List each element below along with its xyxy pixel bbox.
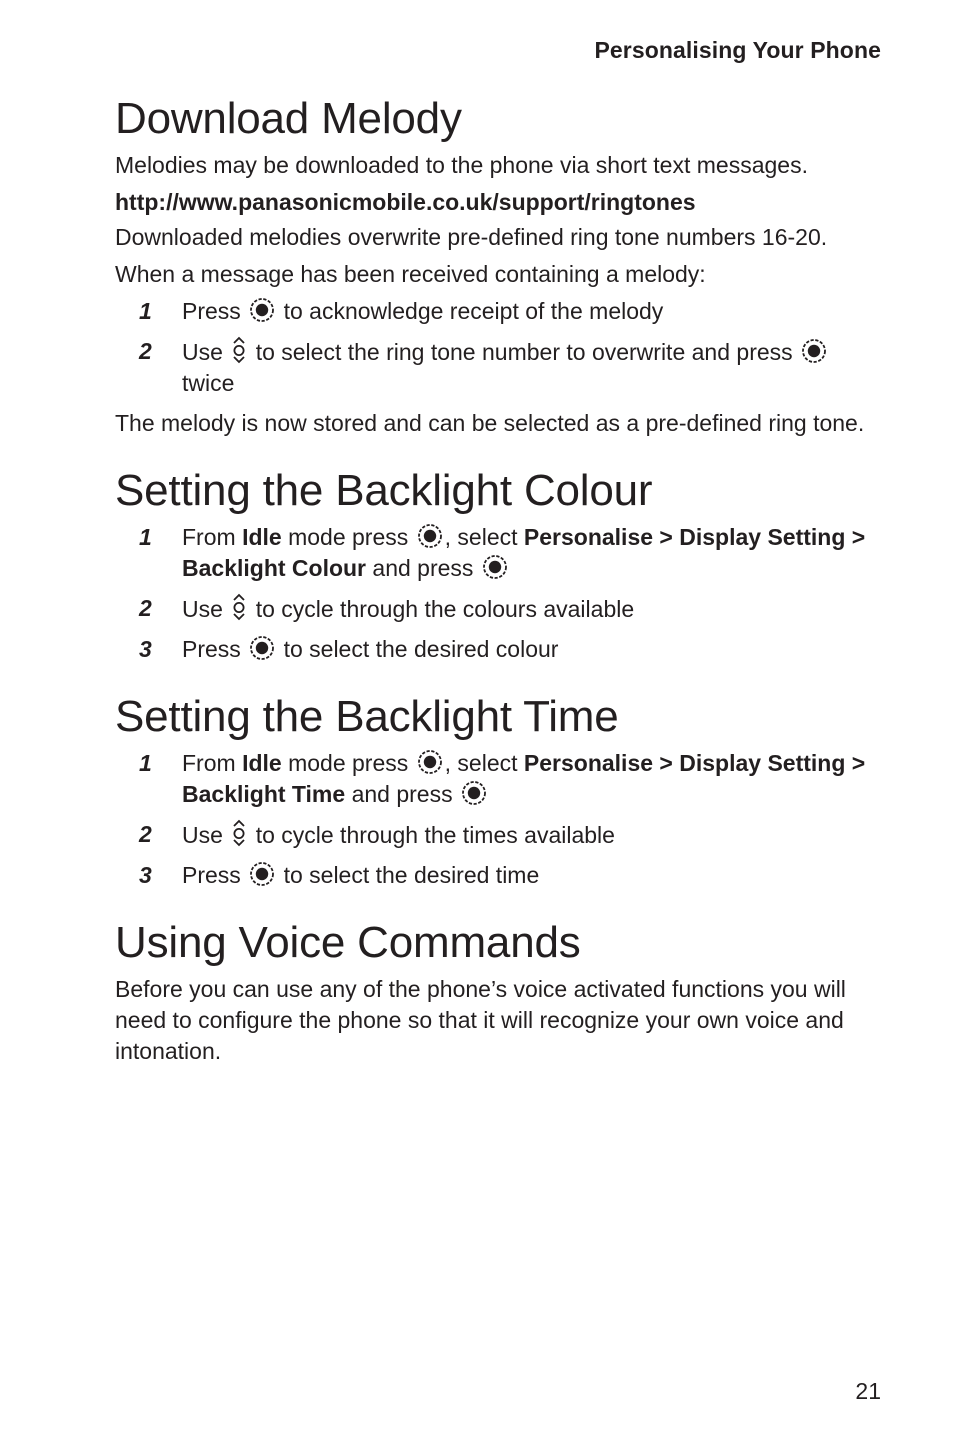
select-key-icon xyxy=(417,523,443,549)
step-text: to select the ring tone number to overwrite and press xyxy=(255,339,793,365)
section-download-melody xyxy=(115,92,885,439)
step-number: 2 xyxy=(139,595,152,621)
step-text: to select the desired time xyxy=(283,862,540,888)
step-bold: Idle xyxy=(242,750,282,776)
navigation-key-icon xyxy=(231,336,247,364)
steps-list xyxy=(115,748,885,891)
step-text: Use xyxy=(182,596,223,622)
paragraph: Downloaded melodies overwrite pre-defined ring tone numbers 16-20. xyxy=(115,224,828,250)
section-voice-commands xyxy=(115,916,885,1067)
step-text: to select the desired colour xyxy=(283,636,559,662)
steps-list xyxy=(115,522,885,665)
step-text: to acknowledge receipt of the melody xyxy=(283,298,664,324)
step-text: mode press xyxy=(288,524,409,550)
section-title: Setting the Backlight Colour xyxy=(115,466,653,515)
step-text: From xyxy=(182,524,236,550)
step-text: twice xyxy=(182,370,235,396)
step-number: 1 xyxy=(139,750,152,776)
section-title: Using Voice Commands xyxy=(115,918,581,967)
page-header: Personalising Your Phone xyxy=(594,37,881,63)
select-key-icon xyxy=(482,554,508,580)
step-number: 3 xyxy=(139,862,152,888)
step-number: 1 xyxy=(139,524,152,550)
step-text: to cycle through the times available xyxy=(255,822,615,848)
step-item xyxy=(115,748,885,810)
step-text: Press xyxy=(182,636,241,662)
step-text: , select xyxy=(444,524,518,550)
step-item xyxy=(115,819,885,851)
step-number: 2 xyxy=(139,338,152,364)
step-item xyxy=(115,860,885,891)
step-text: and press xyxy=(372,555,474,581)
step-item xyxy=(115,336,885,399)
steps-list xyxy=(115,296,885,399)
navigation-key-icon xyxy=(231,593,247,621)
page-number: 21 xyxy=(855,1378,881,1404)
step-text: Press xyxy=(182,862,241,888)
paragraph: Before you can use any of the phone’s voice activated functions you will need to configure the phone so that it will recognize your own voice and intonation. xyxy=(115,976,846,1064)
select-key-icon xyxy=(249,861,275,887)
step-bold: Idle xyxy=(242,524,282,550)
section-backlight-colour xyxy=(115,464,885,665)
paragraph: The melody is now stored and can be selected as a pre-defined ring tone. xyxy=(115,410,865,436)
step-number: 1 xyxy=(139,298,152,324)
menu-path: Personalise > Display Setting > Backlight Colour xyxy=(182,524,866,581)
select-key-icon xyxy=(801,338,827,364)
step-number: 3 xyxy=(139,636,152,662)
step-text: and press xyxy=(351,781,453,807)
step-text: Use xyxy=(182,822,223,848)
select-key-icon xyxy=(249,635,275,661)
step-item xyxy=(115,593,885,625)
section-title: Download Melody xyxy=(115,94,462,143)
navigation-key-icon xyxy=(231,819,247,847)
page-content xyxy=(115,92,885,1092)
step-text: From xyxy=(182,750,236,776)
step-text: Use xyxy=(182,339,223,365)
support-url: http://www.panasonicmobile.co.uk/support/ringtones xyxy=(115,189,696,215)
paragraph: Melodies may be downloaded to the phone via short text messages. xyxy=(115,152,808,178)
select-key-icon xyxy=(461,780,487,806)
step-text: Press xyxy=(182,298,241,324)
step-text: to cycle through the colours available xyxy=(255,596,635,622)
step-item xyxy=(115,634,885,665)
step-item xyxy=(115,296,885,327)
step-item xyxy=(115,522,885,584)
step-number: 2 xyxy=(139,821,152,847)
section-title: Setting the Backlight Time xyxy=(115,692,619,741)
select-key-icon xyxy=(417,749,443,775)
step-text: mode press xyxy=(288,750,409,776)
step-text: , select xyxy=(444,750,518,776)
menu-path: Personalise > Display Setting > Backlight Time xyxy=(182,750,866,807)
select-key-icon xyxy=(249,297,275,323)
paragraph: When a message has been received containing a melody: xyxy=(115,261,706,287)
section-backlight-time xyxy=(115,690,885,891)
